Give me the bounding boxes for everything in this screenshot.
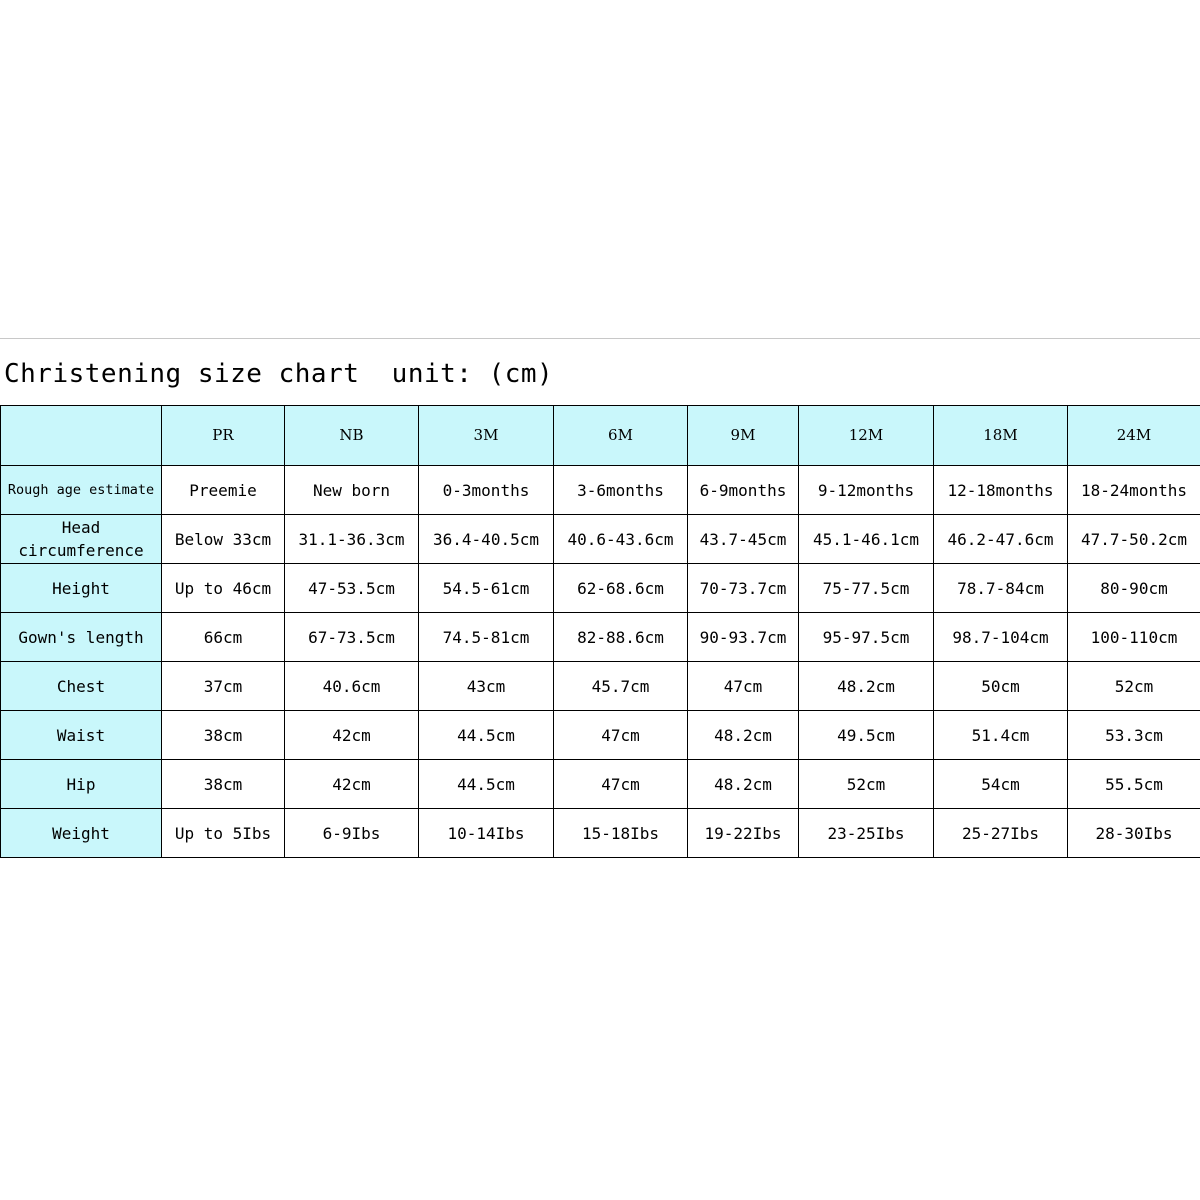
table-cell: 25-27Ibs: [934, 809, 1068, 858]
table-cell: 98.7-104cm: [934, 613, 1068, 662]
table-row-hip: [1, 760, 1200, 809]
table-cell: 90-93.7cm: [688, 613, 799, 662]
table-cell: 40.6cm: [285, 662, 419, 711]
table-cell: 37cm: [162, 662, 285, 711]
table-cell: 95-97.5cm: [799, 613, 934, 662]
table-cell: 100-110cm: [1068, 613, 1200, 662]
row-label: Chest: [1, 662, 162, 711]
table-cell: 23-25Ibs: [799, 809, 934, 858]
table-cell: 45.1-46.1cm: [799, 515, 934, 564]
size-header-cell: 6M: [554, 406, 688, 466]
size-header-cell: PR: [162, 406, 285, 466]
table-cell: 44.5cm: [419, 711, 554, 760]
table-cell: 53.3cm: [1068, 711, 1200, 760]
table-cell: Up to 5Ibs: [162, 809, 285, 858]
table-cell: 47-53.5cm: [285, 564, 419, 613]
row-label: Weight: [1, 809, 162, 858]
table-cell: 66cm: [162, 613, 285, 662]
table-cell: 43.7-45cm: [688, 515, 799, 564]
table-cell: 3-6months: [554, 466, 688, 515]
table-cell: 46.2-47.6cm: [934, 515, 1068, 564]
size-header-cell: 3M: [419, 406, 554, 466]
table-cell: 45.7cm: [554, 662, 688, 711]
table-cell: 52cm: [799, 760, 934, 809]
table-cell: 28-30Ibs: [1068, 809, 1200, 858]
table-cell: 54.5-61cm: [419, 564, 554, 613]
table-row-waist: [1, 711, 1200, 760]
table-cell: 70-73.7cm: [688, 564, 799, 613]
size-chart-table: [0, 405, 1200, 858]
table-cell: 38cm: [162, 760, 285, 809]
corner-cell: [1, 406, 162, 466]
table-cell: 49.5cm: [799, 711, 934, 760]
table-cell: 12-18months: [934, 466, 1068, 515]
row-label: Gown's length: [1, 613, 162, 662]
row-label: Waist: [1, 711, 162, 760]
table-cell: New born: [285, 466, 419, 515]
table-cell: Up to 46cm: [162, 564, 285, 613]
table-cell: 52cm: [1068, 662, 1200, 711]
table-cell: 6-9months: [688, 466, 799, 515]
table-cell: 47cm: [554, 711, 688, 760]
table-cell: 62-68.6cm: [554, 564, 688, 613]
header-row: [1, 406, 1200, 466]
table-cell: 75-77.5cm: [799, 564, 934, 613]
row-label: Head circumference: [1, 515, 162, 564]
table-cell: 15-18Ibs: [554, 809, 688, 858]
table-cell: Below 33cm: [162, 515, 285, 564]
table-cell: 47.7-50.2cm: [1068, 515, 1200, 564]
table-cell: 42cm: [285, 760, 419, 809]
table-cell: 38cm: [162, 711, 285, 760]
table-cell: 31.1-36.3cm: [285, 515, 419, 564]
row-label: Hip: [1, 760, 162, 809]
size-header-cell: 18M: [934, 406, 1068, 466]
table-row-weight: [1, 809, 1200, 858]
table-cell: 67-73.5cm: [285, 613, 419, 662]
table-cell: 47cm: [688, 662, 799, 711]
top-divider: [0, 338, 1200, 339]
row-label: Rough age estimate: [1, 466, 162, 515]
table-cell: 9-12months: [799, 466, 934, 515]
table-cell: 48.2cm: [799, 662, 934, 711]
table-cell: 43cm: [419, 662, 554, 711]
table-row-head: [1, 515, 1200, 564]
table-cell: 0-3months: [419, 466, 554, 515]
table-cell: 55.5cm: [1068, 760, 1200, 809]
table-cell: Preemie: [162, 466, 285, 515]
table-cell: 54cm: [934, 760, 1068, 809]
table-cell: 36.4-40.5cm: [419, 515, 554, 564]
table-row-height: [1, 564, 1200, 613]
table-cell: 78.7-84cm: [934, 564, 1068, 613]
table-cell: 42cm: [285, 711, 419, 760]
table-cell: 50cm: [934, 662, 1068, 711]
size-header-cell: 9M: [688, 406, 799, 466]
table-row-gown-length: [1, 613, 1200, 662]
row-label: Height: [1, 564, 162, 613]
table-cell: 19-22Ibs: [688, 809, 799, 858]
table-cell: 48.2cm: [688, 760, 799, 809]
table-cell: 48.2cm: [688, 711, 799, 760]
table-row-chest: [1, 662, 1200, 711]
table-cell: 80-90cm: [1068, 564, 1200, 613]
table-cell: 6-9Ibs: [285, 809, 419, 858]
table-cell: 40.6-43.6cm: [554, 515, 688, 564]
table-cell: 51.4cm: [934, 711, 1068, 760]
table-cell: 47cm: [554, 760, 688, 809]
table-cell: 44.5cm: [419, 760, 554, 809]
size-header-cell: NB: [285, 406, 419, 466]
size-header-cell: 24M: [1068, 406, 1200, 466]
chart-title: Christening size chart unit: (cm): [4, 359, 554, 389]
table-cell: 18-24months: [1068, 466, 1200, 515]
table-cell: 82-88.6cm: [554, 613, 688, 662]
table-cell: 10-14Ibs: [419, 809, 554, 858]
table-row-age: [1, 466, 1200, 515]
table-cell: 74.5-81cm: [419, 613, 554, 662]
size-header-cell: 12M: [799, 406, 934, 466]
